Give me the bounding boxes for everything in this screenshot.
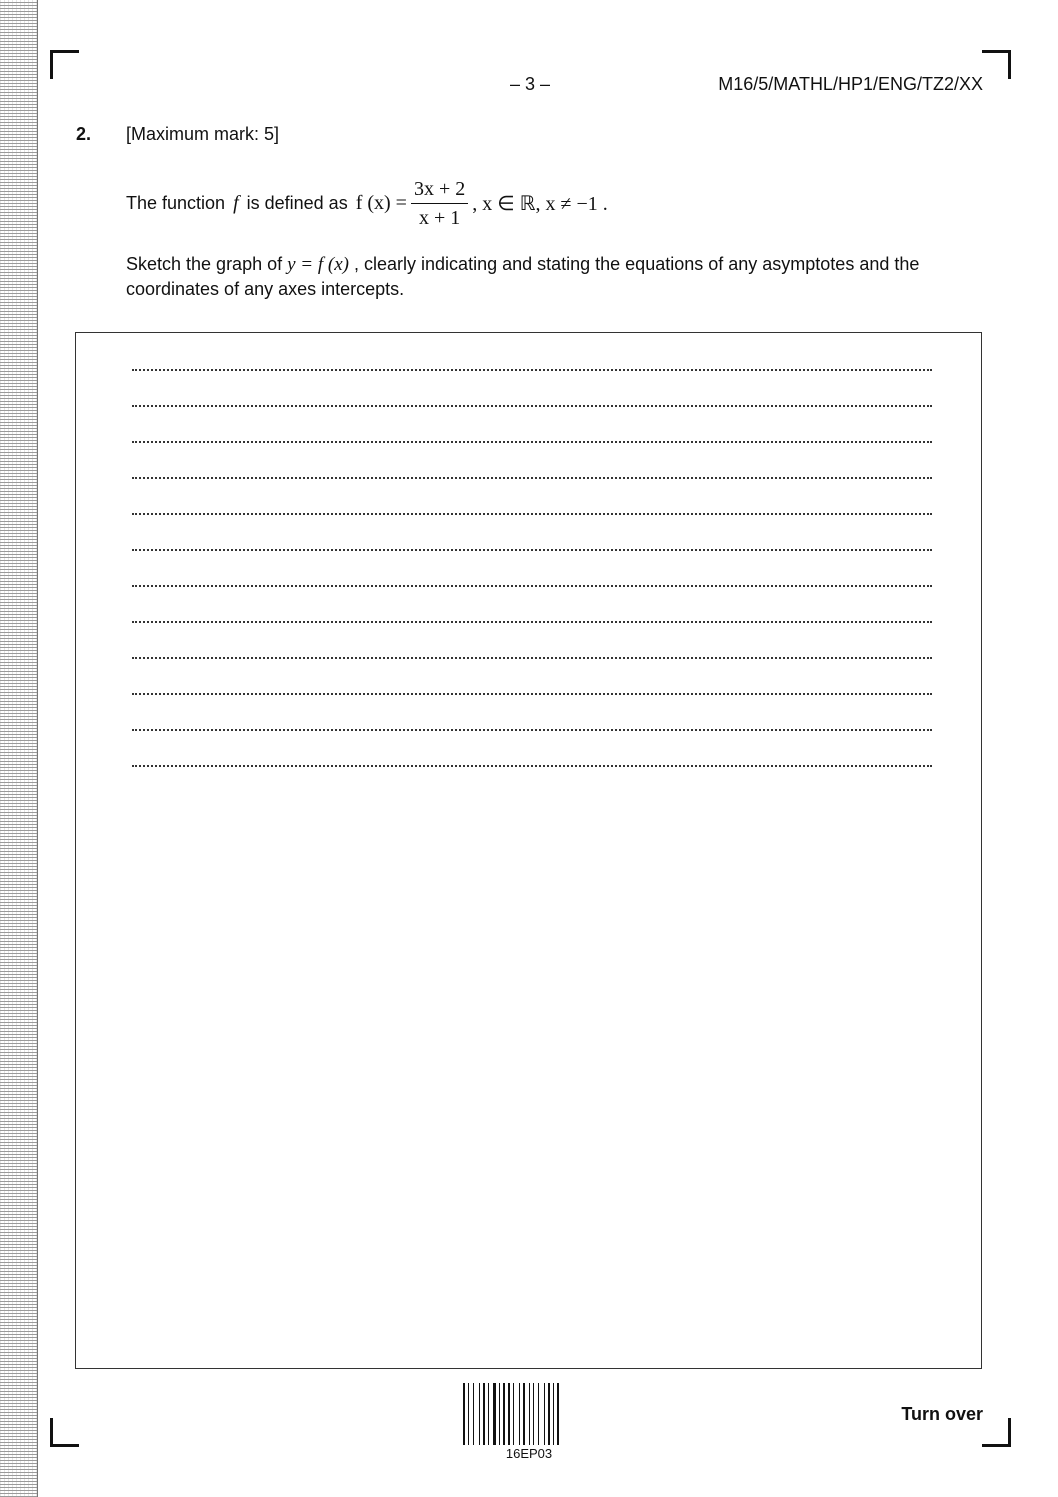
answer-dotted-line[interactable] [132,513,932,515]
function-name: f [233,191,239,214]
answer-dotted-line[interactable] [132,549,932,551]
function-lhs: f (x) = [355,191,407,214]
sketch-instruction [126,252,946,301]
answer-dotted-line[interactable] [132,585,932,587]
fraction-denominator: x + 1 [418,206,461,229]
defined-as-text: is defined as [246,192,348,213]
answer-box[interactable] [75,332,982,1369]
answer-dotted-line[interactable] [132,657,932,659]
answer-dotted-line[interactable] [132,477,932,479]
answer-dotted-line[interactable] [132,765,932,767]
function-intro: The function [126,192,226,213]
function-fraction [411,177,468,230]
page-number: – 3 – [509,74,551,94]
paper-code: M16/5/MATHL/HP1/ENG/TZ2/XX [718,74,983,94]
turn-over-label: Turn over [901,1404,983,1424]
sketch-suffix: , clearly indicating and stating the equations of any asymptotes and the coordinates of any axes intercepts. [126,254,920,299]
question-number: 2. [76,124,92,144]
answer-dotted-line[interactable] [132,441,932,443]
function-definition [126,175,608,231]
sketch-prefix: Sketch the graph of [126,254,283,274]
barcode-label: 16EP03 [505,1446,553,1461]
answer-dotted-line[interactable] [132,405,932,407]
sketch-expression: y = f (x) [287,254,349,275]
answer-dotted-line[interactable] [132,693,932,695]
crop-mark-top-left [50,50,79,79]
answer-dotted-line[interactable] [132,729,932,731]
answer-dotted-line[interactable] [132,369,932,371]
crop-mark-bottom-right [982,1418,1011,1447]
answer-dotted-line[interactable] [132,621,932,623]
question-max-mark: [Maximum mark: 5] [126,124,280,144]
crop-mark-top-right [982,50,1011,79]
page-margin-strip [0,0,38,1497]
function-domain: , x ∈ ℝ, x ≠ −1 . [472,192,608,215]
barcode [463,1383,595,1445]
fraction-numerator: 3x + 2 [411,177,468,204]
crop-mark-bottom-left [50,1418,79,1447]
